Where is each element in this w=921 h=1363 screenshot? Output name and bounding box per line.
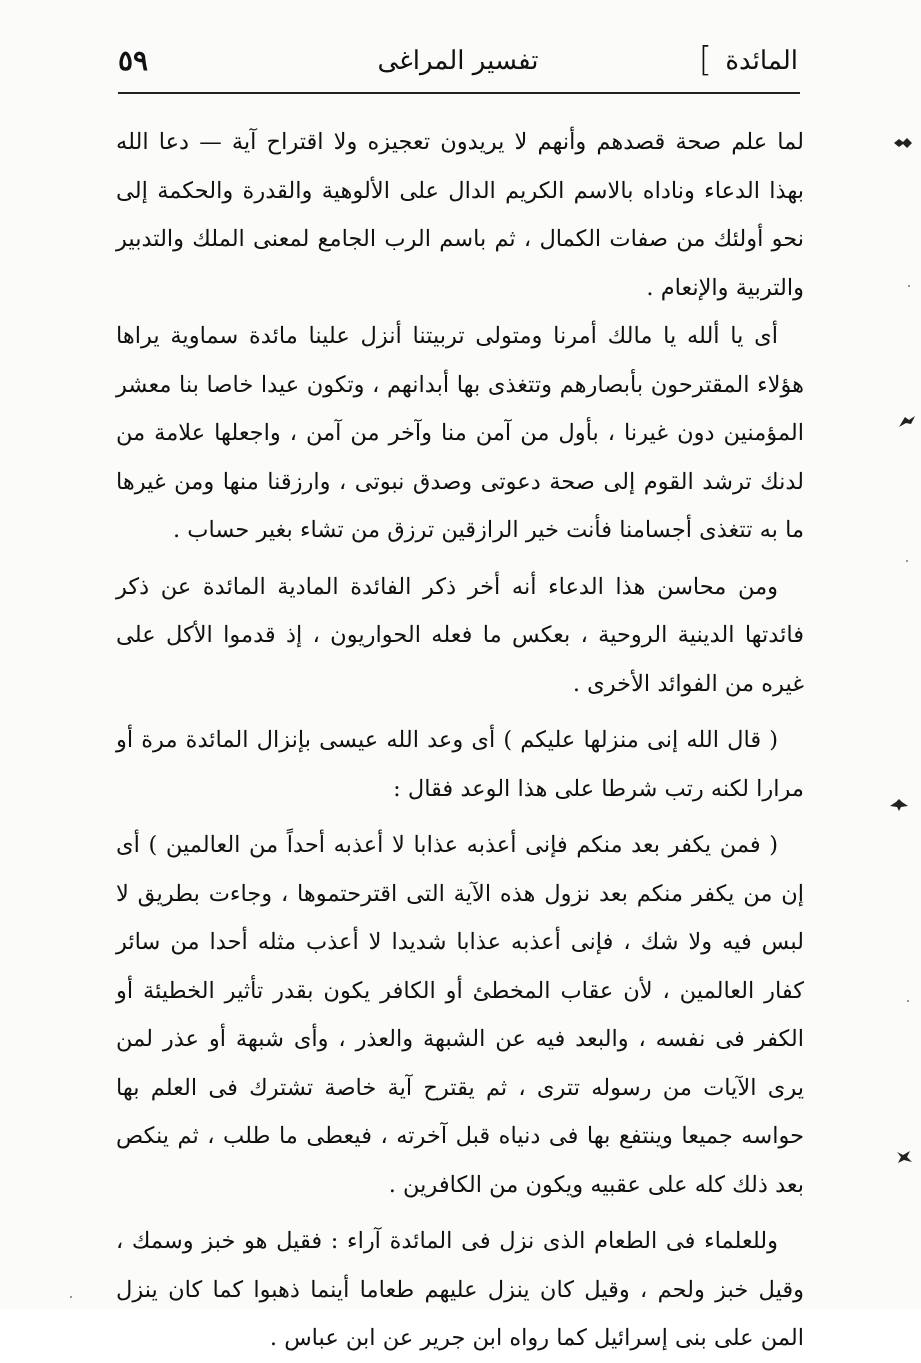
book-title: تفسير المراغى (377, 46, 539, 76)
page-body (116, 118, 804, 1363)
speck (908, 285, 910, 287)
paragraph-2: أى يا ألله يا مالك أمرنا ومتولى تربيتنا أنزل علينا مائدة سماوية يراها هؤلاء المقترحون بأبصارهم وتتغذى بها أبدانهم ، وتكون عيدا خاصا بنا معشر المؤمنين دون غيرنا ، بأول من آمن منا وآخر من آمن ، واجعلها علامة من لدنك ترشد القوم إلى صحة دعوتى وصدق نبوتى ، وارزقنا منها ومن غيرها ما به تتغذى أجسامنا فأنت خير الرازقين ترزق من تشاء بغير حساب . (116, 323, 804, 543)
margin-ornament-icon (897, 415, 917, 429)
running-header (118, 40, 798, 90)
header-bracket: ] (698, 40, 712, 80)
speck (70, 1296, 72, 1298)
paragraph-4: ( قال الله إنى منزلها عليكم ) أى وعد الله عيسى بإنزال المائدة مرة أو مرارا لكنه رتب شرطا على هذا الوعد فقال : (116, 727, 804, 802)
sura-name: المائدة (725, 46, 798, 76)
margin-ornament-icon (894, 1150, 914, 1164)
margin-ornament-icon (893, 136, 913, 150)
header-rule (118, 92, 800, 94)
speck (907, 1000, 909, 1002)
paragraph-6: وللعلماء فى الطعام الذى نزل فى المائدة آراء : فقيل هو خبز وسمك ، وقيل خبز ولحم ، وقيل كان ينزل عليهم طعاما أينما ذهبوا كما كان ينزل المن على بنى إسرائيل كما رواه ابن جرير عن ابن عباس . (116, 1228, 804, 1351)
margin-ornament-icon (889, 798, 909, 812)
paragraph-3: ومن محاسن هذا الدعاء أنه أخر ذكر الفائدة المادية المائدة عن ذكر فائدتها الدينية الروحية ، بعكس ما فعله الحواريون ، إذ قدموا الأكل على غيره من الفوائد الأخرى . (116, 573, 804, 697)
paragraph-5: ( فمن يكفر بعد منكم فإنى أعذبه عذابا لا أعذبه أحداً من العالمين ) أى إن من يكفر منكم بعد نزول هذه الآية التى اقترحتموها ، وجاءت بطريق لا لبس فيه ولا شك ، فإنى أعذبه عذابا شديدا لا أعذب مثله أحدا من سائر كفار العالمين ، لأن عقاب المخطئ أو الكافر يكون بقدر تأثير الخطيئة أو الكفر فى نفسه ، والبعد فيه عن الشبهة والعذر ، وأى شبهة أو عذر لمن يرى الآيات من رسوله تترى ، ثم يقترح آية خاصة تشترك فى العلم بها حواسه جميعا وينتفع بها فى دنياه قبل آخرته ، فيعطى ما طلب ، ثم ينكص بعد ذلك كله على عقبيه ويكون من الكافرين . (116, 832, 804, 1198)
page-number: ٥٩ (118, 44, 149, 77)
paragraph-1: لما علم صحة قصدهم وأنهم لا يريدون تعجيزه ولا اقتراح آية — دعا الله بهذا الدعاء وناداه بالاسم الكريم الدال على الألوهية والقدرة والحكمة إلى نحو أولئك من صفات الكمال ، ثم باسم الرب الجامع لمعنى الملك والتدبير والتربية والإنعام . (116, 129, 804, 301)
speck (906, 560, 908, 562)
